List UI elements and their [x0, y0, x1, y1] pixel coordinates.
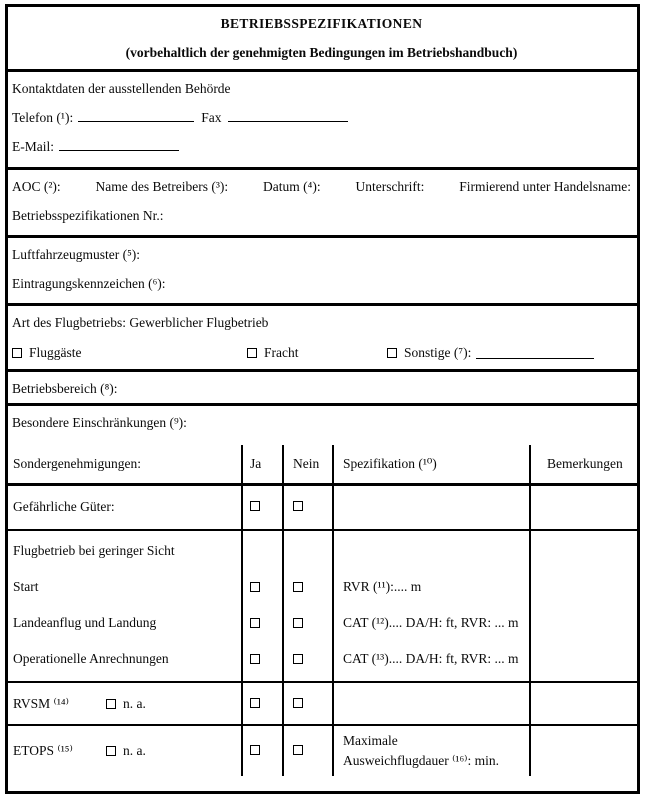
- operations-area-section: [8, 372, 637, 406]
- lvo-takeoff-yes-checkbox[interactable]: [250, 582, 260, 592]
- low-visibility-no-cell: [283, 530, 333, 682]
- other-label: Sonstige (⁷):: [404, 345, 472, 360]
- dangerous-goods-label: Gefährliche Güter:: [8, 484, 242, 530]
- contact-section: [8, 72, 637, 170]
- approach-landing-label: Landeanflug und Landung: [13, 615, 157, 630]
- opspec-number-label: Betriebsspezifikationen Nr.:: [12, 208, 164, 223]
- email-field[interactable]: [59, 139, 179, 151]
- etops-na-checkbox[interactable]: [106, 746, 116, 756]
- dangerous-goods-no-checkbox[interactable]: [293, 501, 303, 511]
- other-checkbox[interactable]: [387, 348, 397, 358]
- contact-heading: Kontaktdaten der ausstellenden Behörde: [12, 81, 231, 96]
- dangerous-goods-row: [8, 484, 637, 530]
- passengers-option: [12, 345, 82, 361]
- rvsm-row: [8, 682, 637, 725]
- aoc-section: [8, 170, 637, 238]
- fax-field[interactable]: [228, 110, 348, 122]
- telefon-line: [12, 110, 631, 126]
- signature-label: Unterschrift:: [355, 179, 425, 194]
- low-visibility-row: [8, 530, 637, 682]
- telefon-field[interactable]: [78, 110, 194, 122]
- operational-credits-label: Operationelle Anrechnungen: [13, 651, 169, 666]
- low-visibility-yes-cell: [242, 530, 283, 682]
- page-title: BETRIEBSSPEZIFIKATIONEN: [220, 16, 423, 31]
- lvo-credits-yes-checkbox[interactable]: [250, 654, 260, 664]
- cat12-spec: CAT (¹²).... DA/H: ft, RVR: ... m: [343, 615, 519, 630]
- fax-label: Fax: [201, 110, 222, 125]
- low-visibility-label: Flugbetrieb bei geringer Sicht: [13, 543, 175, 558]
- aircraft-section: [8, 238, 637, 306]
- aoc-label: AOC (²):: [12, 179, 61, 194]
- date-label: Datum (⁴):: [263, 179, 321, 194]
- etops-label: ETOPS ⁽¹⁵⁾: [13, 743, 73, 758]
- etops-yes-checkbox[interactable]: [250, 745, 260, 755]
- rvsm-na-checkbox[interactable]: [106, 699, 116, 709]
- etops-spec-line1: Maximale: [343, 733, 398, 748]
- cargo-checkbox[interactable]: [247, 348, 257, 358]
- operation-type-heading: Art des Flugbetriebs: Gewerblicher Flugbetrieb: [12, 315, 269, 330]
- lvo-approach-no-checkbox[interactable]: [293, 618, 303, 628]
- rvsm-cell: [8, 682, 242, 725]
- special-approvals-table: [8, 445, 637, 776]
- low-visibility-labels: [8, 530, 242, 682]
- etops-remarks-cell: [530, 725, 637, 776]
- rvsm-specification-cell: [333, 682, 530, 725]
- col-remarks: Bemerkungen: [530, 445, 637, 484]
- rvr-spec: RVR (¹¹):.... m: [343, 579, 422, 594]
- rvsm-yes-checkbox[interactable]: [250, 698, 260, 708]
- dangerous-goods-specification-cell: [333, 484, 530, 530]
- dangerous-goods-remarks-cell: [530, 484, 637, 530]
- rvsm-no-checkbox[interactable]: [293, 698, 303, 708]
- dangerous-goods-yes-checkbox[interactable]: [250, 501, 260, 511]
- other-field[interactable]: [476, 347, 594, 359]
- col-yes: Ja: [242, 445, 283, 484]
- registration-marks-label: Eintragungskennzeichen (⁶):: [12, 276, 166, 291]
- operation-type-options: [12, 345, 631, 363]
- etops-spec-line2: Ausweichflugdauer ⁽¹⁶⁾: min.: [343, 753, 499, 768]
- lvo-takeoff-no-checkbox[interactable]: [293, 582, 303, 592]
- aoc-row: [12, 179, 631, 195]
- etops-na-label: n. a.: [123, 743, 146, 758]
- operation-type-section: [8, 306, 637, 372]
- low-visibility-spec-cell: [333, 530, 530, 682]
- rvsm-label: RVSM ⁽¹⁴⁾: [13, 695, 69, 711]
- other-option: [387, 345, 594, 361]
- lvo-approach-yes-checkbox[interactable]: [250, 618, 260, 628]
- rvsm-na-label: n. a.: [123, 695, 146, 711]
- special-limitations-label: Besondere Einschränkungen (⁹):: [12, 415, 187, 430]
- telefon-label: Telefon (¹):: [12, 110, 74, 125]
- cargo-option: [247, 345, 299, 361]
- trade-name-label: Firmierend unter Handelsname:: [459, 179, 631, 194]
- cargo-label: Fracht: [264, 345, 299, 360]
- etops-spec-cell: [333, 725, 530, 776]
- etops-row: [8, 725, 637, 776]
- low-visibility-remarks-cell: [530, 530, 637, 682]
- document-page: [5, 4, 640, 794]
- passengers-label: Fluggäste: [29, 345, 82, 360]
- aircraft-type-label: Luftfahrzeugmuster (⁵):: [12, 247, 141, 262]
- col-specification: Spezifikation (¹⁰): [333, 445, 530, 484]
- email-label: E-Mail:: [12, 139, 54, 154]
- email-line: [12, 139, 631, 155]
- col-no: Nein: [283, 445, 333, 484]
- title-section: [8, 7, 637, 72]
- takeoff-label: Start: [13, 579, 39, 594]
- etops-no-checkbox[interactable]: [293, 745, 303, 755]
- col-special-approvals: Sondergenehmigungen:: [8, 445, 242, 484]
- operator-name-label: Name des Betreibers (³):: [95, 179, 229, 194]
- approvals-header-row: [8, 445, 637, 484]
- special-limitations-section: [8, 406, 637, 445]
- rvsm-remarks-cell: [530, 682, 637, 725]
- lvo-credits-no-checkbox[interactable]: [293, 654, 303, 664]
- etops-cell: [8, 725, 242, 776]
- page-subtitle: (vorbehaltlich der genehmigten Bedingungen im Betriebshandbuch): [125, 45, 518, 60]
- operations-area-label: Betriebsbereich (⁸):: [12, 381, 118, 396]
- cat13-spec: CAT (¹³).... DA/H: ft, RVR: ... m: [343, 651, 519, 666]
- passengers-checkbox[interactable]: [12, 348, 22, 358]
